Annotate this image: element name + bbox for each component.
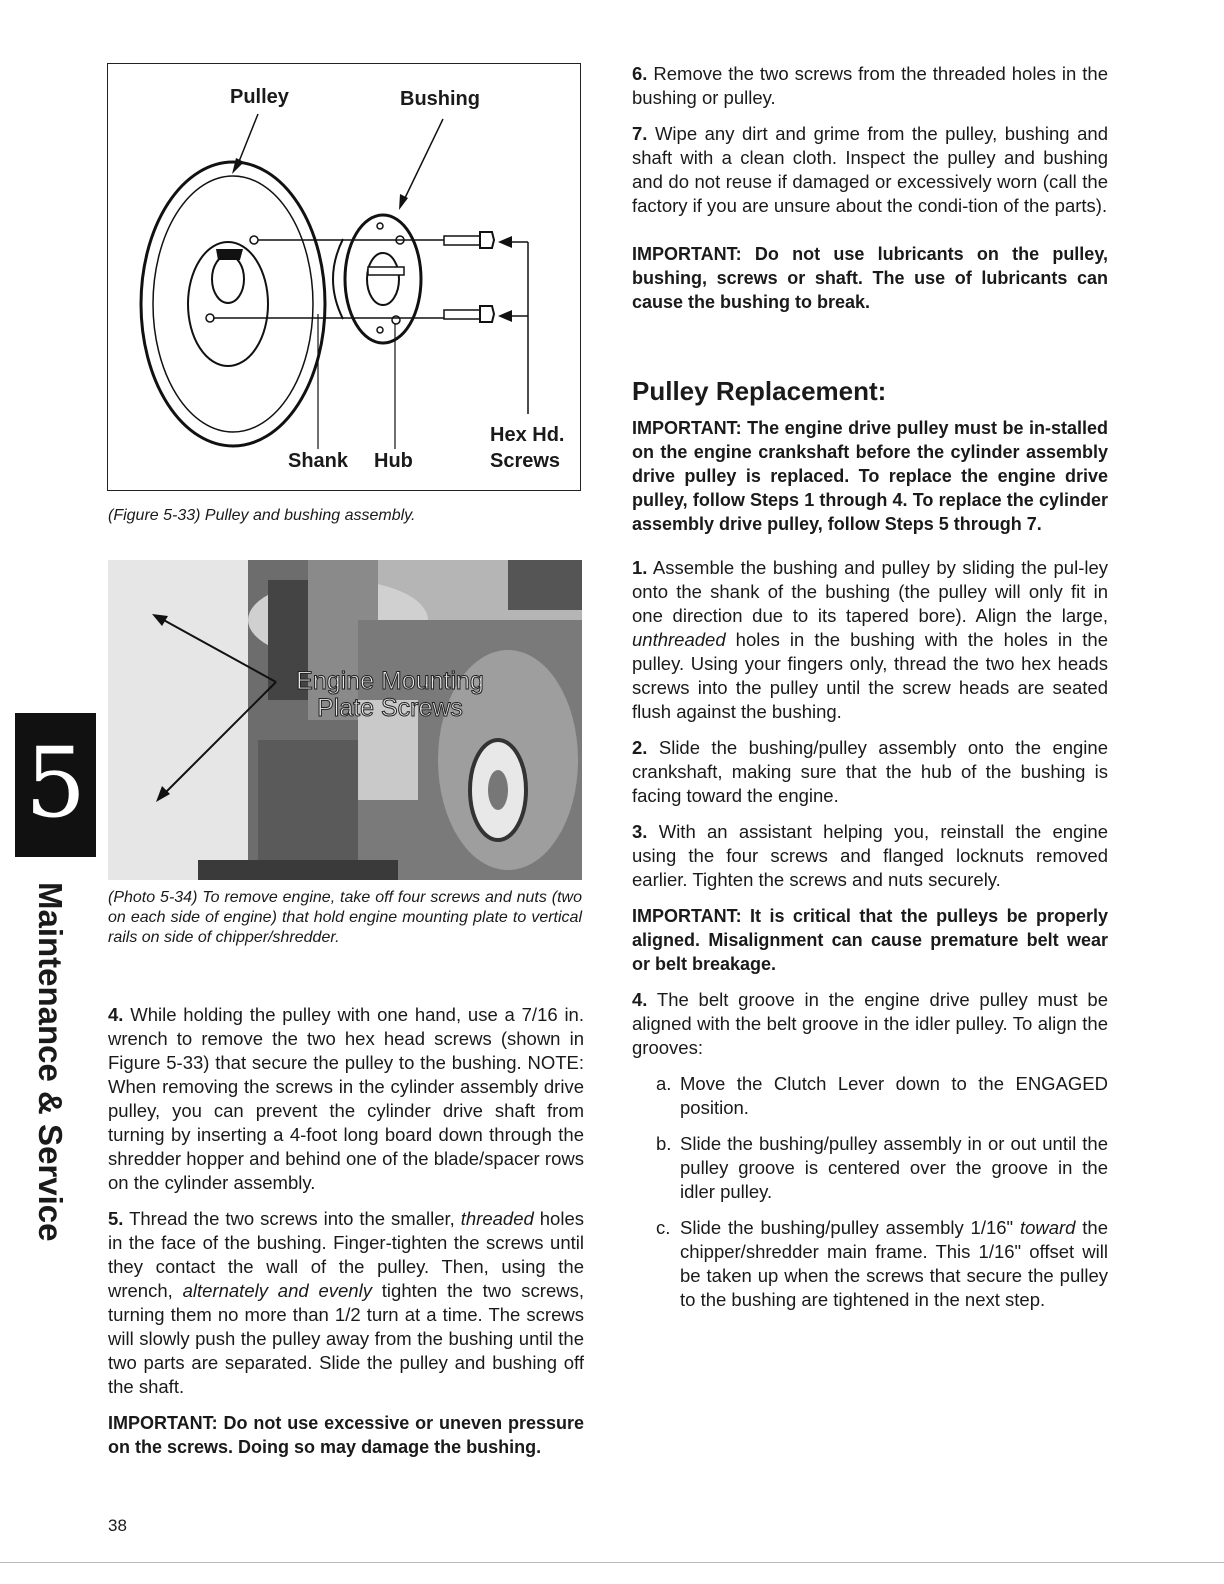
label-hex: Hex Hd. — [490, 424, 565, 446]
section-heading: Pulley Replacement: — [632, 376, 887, 406]
figure-caption: (Figure 5-33) Pulley and bushing assembly. — [108, 507, 416, 524]
chapter-number: 5 — [24, 727, 87, 839]
step-7: 7. Wipe any dirt and grime from the pulley, bushing and shaft with a clean cloth. Inspect the pulley and bushing and do not reuse if damaged or excessively worn (call the factory if you are unsure about the condi-tion of the parts). — [632, 123, 1108, 216]
overlay-line-2: Plate Screws — [317, 694, 463, 722]
replace-step-4: 4. The belt groove in the engine drive pulley must be aligned with the belt groove in the idler pulley. To align the grooves: — [632, 989, 1108, 1058]
substep-c: c. Slide the bushing/pulley assembly 1/16" toward the chipper/shredder main frame. This 1/16" offset will be taken up when the screws that secure the pulley to the bushing are tightened in the next step. — [656, 1217, 1109, 1310]
important-note-3: IMPORTANT: It is critical that the pulleys be properly aligned. Misalignment can cause premature belt wear or belt breakage. — [632, 906, 1108, 974]
label-hub: Hub — [374, 450, 413, 472]
right-column — [632, 62, 1108, 1324]
step-5: 5. Thread the two screws into the smaller, threaded holes in the face of the bushing. Finger-tighten the screws until they contact the wall of the pulley. Then, using the wrench, alternately and evenly tighten the two screws, turning them no more than 1/2 turn at a time. The screws will slowly push the pulley away from the bushing until the two parts are separated. Slide the pulley and bushing off the shaft. — [108, 1208, 584, 1397]
chapter-title: Maintenance & Service — [32, 882, 69, 1242]
label-screws: Screws — [490, 450, 561, 472]
step-4: 4. While holding the pulley with one hand, use a 7/16 in. wrench to remove the two hex head screws (shown in Figure 5-33) that secure the pulley to the bushing. NOTE: When removing the screws in the cylinder assembly drive pulley, you can prevent the cylinder drive shaft from turning by inserting a 4-foot long board down through the shredder hopper and behind one of the blade/spacer rows on the cylinder assembly. — [108, 1004, 584, 1193]
replace-step-1: 1. Assemble the bushing and pulley by sliding the pul-ley onto the shank of the bushing (the pulley will only fit in one direction due to its tapered bore). Align the large, unthreaded holes in the bushing with the holes in the pulley. Using your fingers only, thread the two hex heads screws into the pulley until the screw heads are seated flush against the bushing. — [632, 557, 1108, 722]
overlay-line-1: Engine Mounting — [296, 667, 484, 695]
important-note-2: IMPORTANT: The engine drive pulley must be in-stalled on the engine crankshaft before the cylinder assembly drive pulley is replaced. To replace the engine drive pulley, follow Steps 1 through 4. To replace the cylinder assembly drive pulley, follow Steps 5 through 7. — [632, 418, 1108, 534]
replace-step-2: 2. Slide the bushing/pulley assembly onto the engine crankshaft, making sure that the hub of the bushing is facing toward the engine. — [632, 737, 1108, 806]
left-column — [108, 1003, 584, 1471]
bottom-rule — [0, 1562, 1224, 1563]
label-bushing: Bushing — [400, 88, 480, 110]
label-shank: Shank — [288, 450, 349, 472]
step-6: 6. Remove the two screws from the threaded holes in the bushing or pulley. — [632, 63, 1108, 108]
important-note-1: IMPORTANT: Do not use lubricants on the pulley, bushing, screws or shaft. The use of lubricants can cause the bushing to break. — [632, 244, 1108, 312]
figure-5-33 — [107, 63, 581, 491]
photo-caption: (Photo 5-34) To remove engine, take off four screws and nuts (two on each side of engine) that hold engine mounting plate to vertical rails on side of chipper/shredder. — [108, 889, 582, 946]
page-number: 38 — [108, 1516, 127, 1535]
photo-overlay-label — [280, 668, 500, 722]
engine-photo — [108, 560, 582, 880]
substep-b: b. Slide the bushing/pulley assembly in or out until the pulley groove is centered over the groove in the idler pulley. — [656, 1133, 1108, 1202]
substeps — [632, 1072, 1108, 1312]
important-note-left: IMPORTANT: Do not use excessive or uneven pressure on the screws. Doing so may damage the bushing. — [108, 1413, 584, 1457]
label-pulley: Pulley — [230, 86, 289, 108]
replace-step-3: 3. With an assistant helping you, reinstall the engine using the four screws and flanged locknuts removed earlier. Tighten the screws and nuts securely. — [632, 821, 1108, 890]
substep-a: a. Move the Clutch Lever down to the ENGAGED position. — [656, 1073, 1108, 1118]
